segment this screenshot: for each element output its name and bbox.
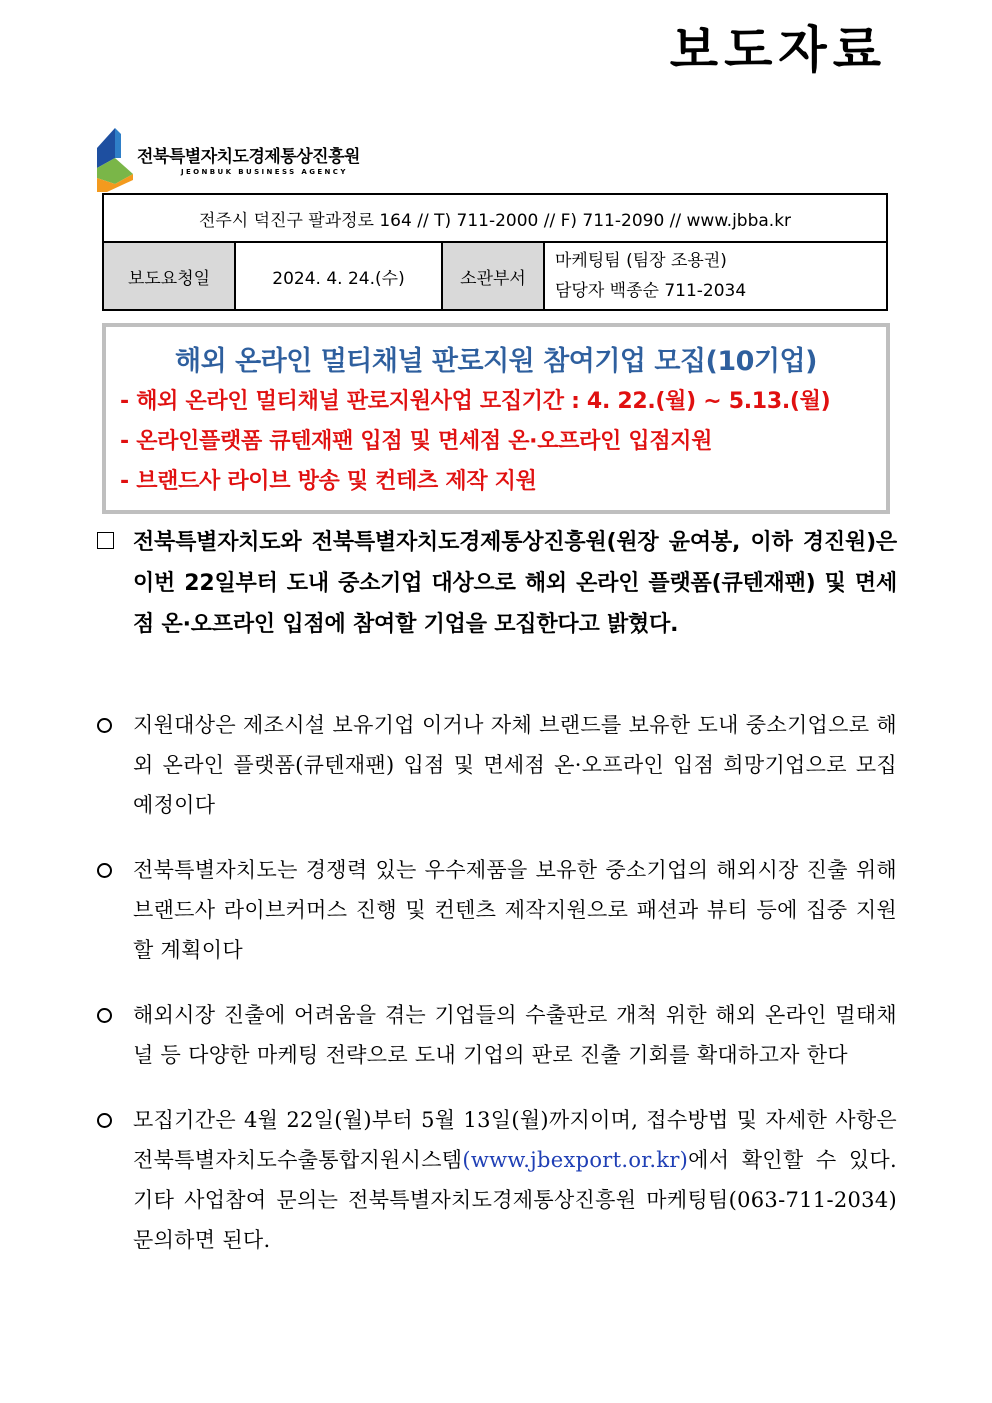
headline-points <box>120 382 886 502</box>
department-contact: 담당자 백종순 711-2034 <box>555 281 747 301</box>
bullet-text <box>133 1100 897 1260</box>
agency-logo-mark-icon <box>97 128 133 192</box>
circle-bullet-icon <box>97 718 112 733</box>
request-date: 2024. 4. 24.(수) <box>235 242 442 310</box>
headline-point: - 온라인플랫폼 큐텐재팬 입점 및 면세점 온·오프라인 입점지원 <box>120 429 713 454</box>
circle-bullet-icon <box>97 1008 112 1023</box>
headline-title: 해외 온라인 멀티채널 판로지원 참여기업 모집(10기업) <box>175 346 817 377</box>
request-date-label: 보도요청일 <box>103 242 235 310</box>
headline-point: - 해외 온라인 멀티채널 판로지원사업 모집기간 : 4. 22.(월) ~ 5.13.(월) <box>120 389 831 414</box>
headline-point: - 브랜드사 라이브 방송 및 컨테츠 제작 지원 <box>120 469 537 494</box>
contact-line: 전주시 덕진구 팔과정로 164 // T) 711-2000 // F) 711-2090 // www.jbba.kr <box>103 194 887 242</box>
bullet-text: 지원대상은 제조시설 보유기업 이거나 자체 브랜드를 보유한 도내 중소기업으로 해외 온라인 플랫폼(큐텐재팬) 입점 및 면세점 온·오프라인 입점 희망기업으로 모집 예정이다 <box>133 713 897 817</box>
list-item <box>97 995 897 1075</box>
press-info-table <box>102 193 888 311</box>
list-item <box>97 1100 897 1260</box>
bullet-text: 해외시장 진출에 어려움을 겪는 기업들의 수출판로 개척 위한 해외 온라인 멀태채널 등 다양한 마케팅 전략으로 도내 기업의 판로 진출 기회를 확대하고자 한다 <box>133 1003 897 1067</box>
square-bullet-icon <box>97 532 114 549</box>
body-bullets <box>97 705 897 1285</box>
circle-bullet-icon <box>97 1113 112 1128</box>
lead-paragraph <box>97 522 897 645</box>
bullet-text-before: 모집기간은 4월 22일(월)부터 5월 13일(월)까지이며, 접수방법 및 자세한 사항은 전북특별자치도수출통합지원시스템 <box>133 1108 897 1172</box>
headline-box <box>102 323 890 514</box>
department-label: 소관부서 <box>442 242 544 310</box>
list-item <box>97 850 897 970</box>
lead-text: 전북특별자치도와 전북특별자치도경제통상진흥원(원장 윤여봉, 이하 경진원)은 이번 22일부터 도내 중소기업 대상으로 해외 온라인 플랫폼(큐텐재팬) 및 면세점 온·오프라인 입점에 참여할 기업을 모집한다고 밝혔다. <box>133 530 897 637</box>
agency-logo <box>97 128 397 192</box>
agency-subtitle: JEONBUK BUSINESS AGENCY <box>181 168 348 176</box>
agency-name: 전북특별자치도경제통상진흥원 <box>137 147 360 167</box>
bullet-text: 전북특별자치도는 경쟁력 있는 우수제품을 보유한 중소기업의 해외시장 진출 위해 브랜드사 라이브커머스 진행 및 컨텐츠 제작지원으로 패션과 뷰티 등에 집중 지원할 계획이다 <box>133 858 897 962</box>
circle-bullet-icon <box>97 863 112 878</box>
bullet-text-after: 에서 확인할 수 있다. 기타 사업참여 문의는 전북특별자치도경제통상진흥원 마케팅팀(063-711-2034) 문의하면 된다. <box>133 1148 897 1252</box>
jbexport-link[interactable]: (www.jbexport.or.kr) <box>462 1148 689 1172</box>
department-info <box>544 242 887 310</box>
list-item <box>97 705 897 825</box>
page-title: 보도자료 <box>669 21 887 79</box>
department-team: 마케팅팀 (팀장 조용권) <box>555 251 727 271</box>
